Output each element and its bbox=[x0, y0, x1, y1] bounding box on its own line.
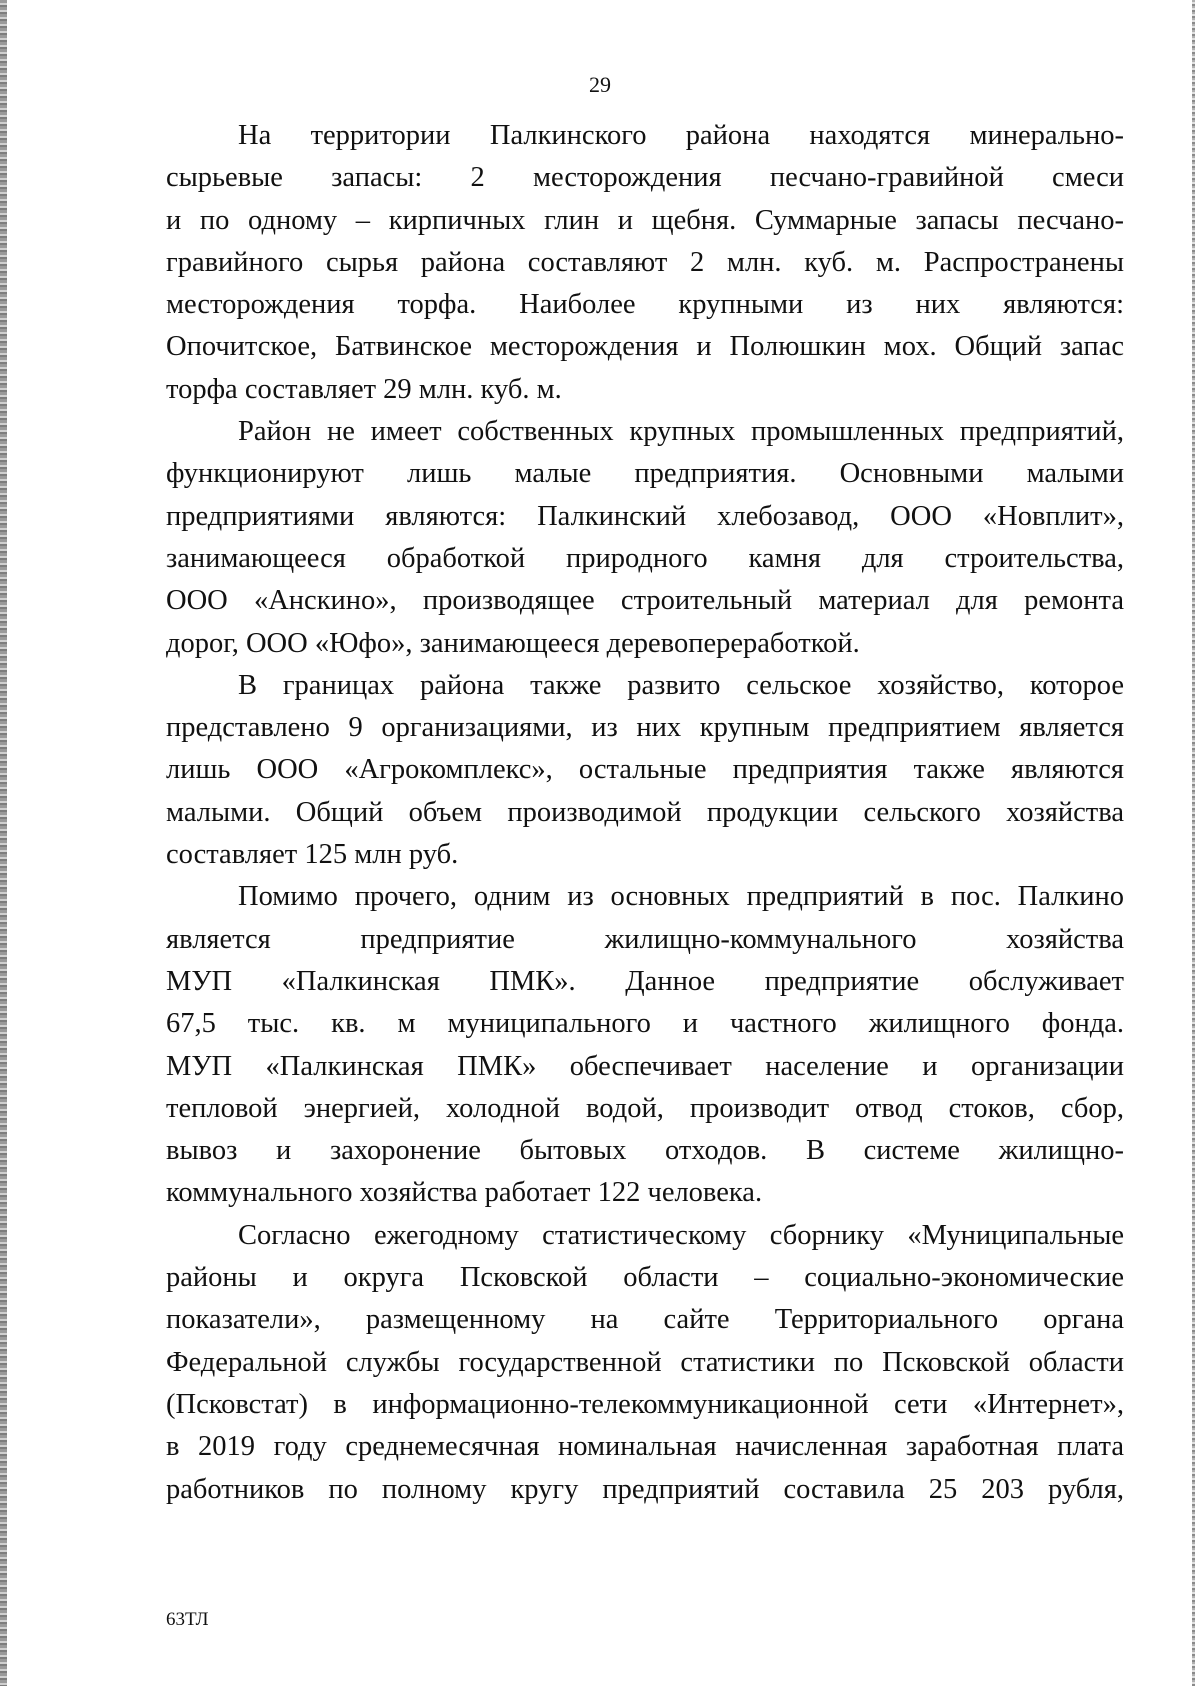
text-line: На территории Палкинского района находятся минерально- bbox=[238, 120, 1124, 151]
text-line: тепловой энергией, холодной водой, производит отвод стоков, сбор, bbox=[166, 1092, 1124, 1124]
text-line: МУП «Палкинская ПМК» обеспечивает население и организации bbox=[166, 1050, 1124, 1082]
text-line: (Псковстат) в информационно-телекоммуникационной сети «Интернет», bbox=[166, 1388, 1124, 1420]
text-line: дорог, ООО «Юфо», занимающееся деревопереработкой. bbox=[166, 627, 860, 659]
body-text bbox=[166, 115, 1124, 1511]
text-line: Федеральной службы государственной статистики по Псковской области bbox=[166, 1346, 1124, 1378]
text-line: показатели», размещенному на сайте Территориального органа bbox=[166, 1304, 1124, 1336]
paragraph bbox=[166, 876, 1124, 1214]
text-line: предприятиями являются: Палкинский хлебозавод, ООО «Новплит», bbox=[166, 500, 1124, 532]
paragraph bbox=[166, 665, 1124, 876]
text-line: Опочитское, Батвинское месторождения и Полюшкин мох. Общий запас bbox=[166, 331, 1124, 363]
text-line: является предприятие жилищно-коммунального хозяйства bbox=[166, 923, 1124, 955]
text-line: представлено 9 организациями, из них крупным предприятием является bbox=[166, 712, 1124, 744]
text-line: функционируют лишь малые предприятия. Основными малыми bbox=[166, 458, 1124, 490]
paragraph bbox=[166, 411, 1124, 665]
text-line: вывоз и захоронение бытовых отходов. В системе жилищно- bbox=[166, 1135, 1124, 1167]
text-line: составляет 125 млн руб. bbox=[166, 839, 459, 871]
paragraph bbox=[166, 115, 1124, 411]
text-line: сырьевые запасы: 2 месторождения песчано-гравийной смеси bbox=[166, 162, 1124, 194]
text-line: торфа составляет 29 млн. куб. м. bbox=[166, 373, 562, 405]
text-line: Согласно ежегодному статистическому сборнику «Муниципальные bbox=[238, 1219, 1124, 1251]
text-line: Помимо прочего, одним из основных предприятий в пос. Палкино bbox=[238, 881, 1124, 913]
text-line: В границах района также развито сельское хозяйство, которое bbox=[238, 669, 1124, 701]
text-line: МУП «Палкинская ПМК». Данное предприятие обслуживает bbox=[166, 965, 1124, 997]
text-line: занимающееся обработкой природного камня для строительства, bbox=[166, 542, 1124, 574]
text-line: и по одному – кирпичных глин и щебня. Суммарные запасы песчано- bbox=[166, 204, 1124, 236]
text-line: в 2019 году среднемесячная номинальная начисленная заработная плата bbox=[166, 1431, 1124, 1463]
scan-edge-right bbox=[1192, 0, 1195, 1686]
text-line: ООО «Анскино», производящее строительный материал для ремонта bbox=[166, 585, 1124, 617]
text-line: малыми. Общий объем производимой продукции сельского хозяйства bbox=[166, 796, 1124, 828]
paragraph bbox=[166, 1215, 1124, 1511]
text-line: Район не имеет собственных крупных промышленных предприятий, bbox=[238, 416, 1124, 448]
text-line: коммунального хозяйства работает 122 человека. bbox=[166, 1177, 763, 1209]
text-line: лишь ООО «Агрокомплекс», остальные предприятия также являются bbox=[166, 754, 1124, 786]
text-line: районы и округа Псковской области – социально-экономические bbox=[166, 1262, 1124, 1294]
text-line: работников по полному кругу предприятий составила 25 203 рубля, bbox=[166, 1473, 1124, 1505]
text-line: 67,5 тыс. кв. м муниципального и частного жилищного фонда. bbox=[166, 1008, 1124, 1040]
footer-code: 63ТЛ bbox=[166, 1609, 209, 1630]
scan-edge-left bbox=[0, 0, 7, 1686]
text-line: месторождения торфа. Наиболее крупными из них являются: bbox=[166, 289, 1124, 321]
text-line: гравийного сырья района составляют 2 млн. куб. м. Распространены bbox=[166, 246, 1124, 278]
page-number: 29 bbox=[589, 72, 611, 97]
